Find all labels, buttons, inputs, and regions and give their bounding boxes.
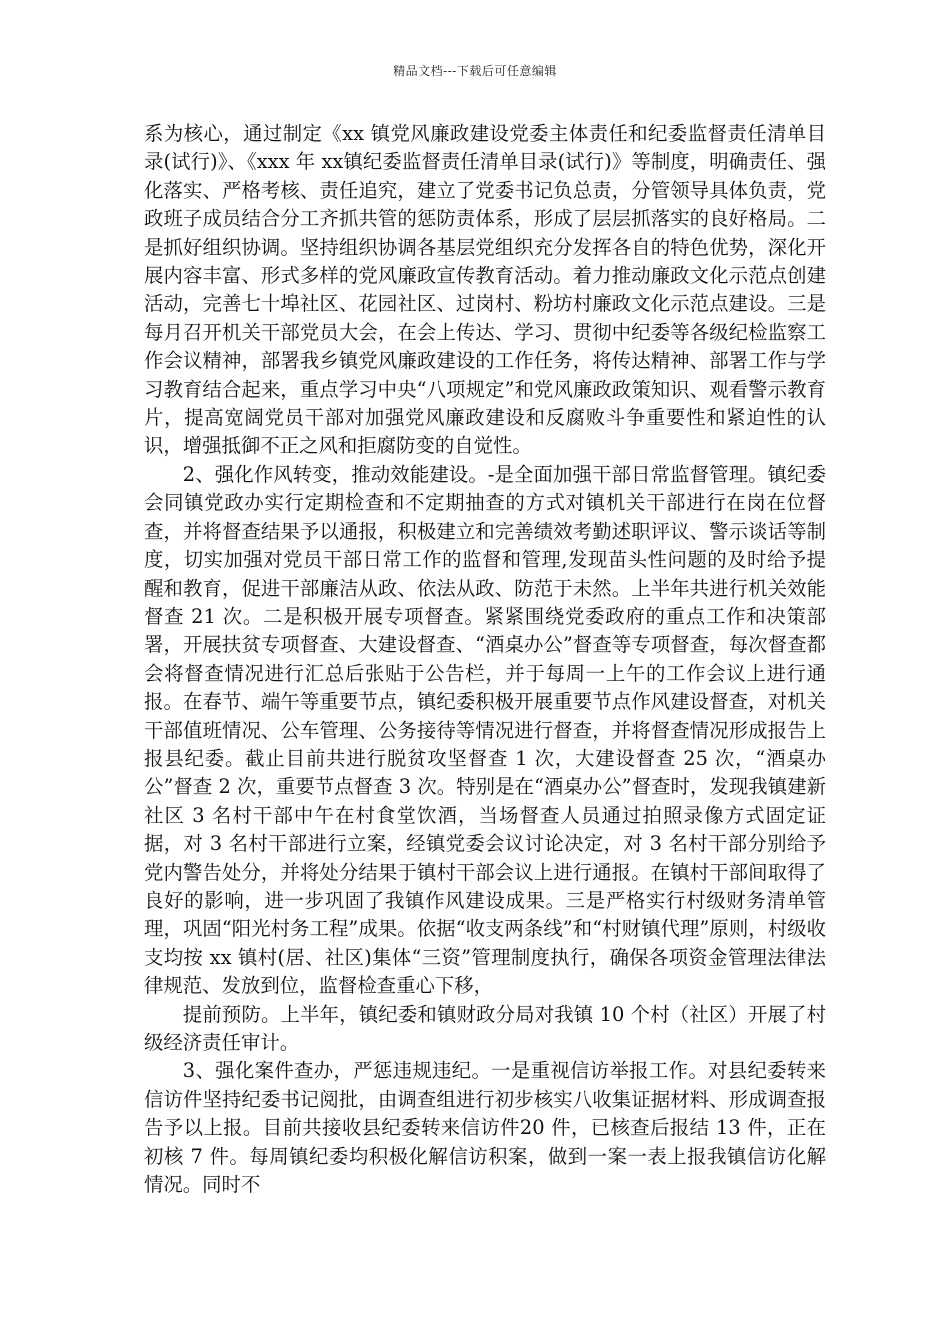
page-header: 精品文档---下载后可任意编辑: [393, 64, 557, 78]
document-body: [144, 120, 826, 1199]
paragraph-3: 提前预防。上半年，镇纪委和镇财政分局对我镇 10 个村（社区）开展了村级经济责任审计。: [144, 1002, 826, 1054]
paragraph-4: 3、强化案件查办，严惩违规违纪。一是重视信访举报工作。对县纪委转来信访件坚持纪委书记阅批，由调查组进行初步核实八收集证据材料、形成调查报告予以上报。目前共接收县纪委转来信访件20 件，已核查后报结 13 件，正在初核 7 件。每周镇纪委均积极化解信访积案，做到一案一表上报我镇信访化解情况。同时不: [144, 1059, 826, 1197]
paragraph-2: 2、强化作风转变，推动效能建设。-是全面加强干部日常监督管理。镇纪委会同镇党政办实行定期检查和不定期抽查的方式对镇机关干部进行在岗在位督查，并将督查结果予以通报，积极建立和完善绩效考勤述职评议、警示谈话等制度，切实加强对党员干部日常工作的监督和管理,发现苗头性问题的及时给予提醒和教育，促进干部廉洁从政、依法从政、防范于未然。上半年共进行机关效能督查 21 次。二是积极开展专项督查。紧紧围绕党委政府的重点工作和决策部署，开展扶贫专项督查、大建设督查、“酒桌办公”督查等专项督查，每次督查都会将督查情况进行汇总后张贴于公告栏，并于每周一上午的工作会议上进行通报。在春节、端午等重要节点，镇纪委积极开展重要节点作风建设督查，对机关干部值班情况、公车管理、公务接待等情况进行督查，并将督查情况形成报告上报县纪委。截止目前共进行脱贫攻坚督查 1 次，大建设督查 25 次，“酒桌办公”督查 2 次，重要节点督查 3 次。特别是在“酒桌办公”督查时，发现我镇建新社区 3 名村干部中午在村食堂饮酒，当场督查人员通过拍照录像方式固定证据，对 3 名村干部进行立案，经镇党委会议讨论决定，对 3 名村干部分别给予党内警告处分，并将处分结果于镇村干部会议上进行通报。在镇村干部间取得了良好的影响，进一步巩固了我镇作风建设成果。三是严格实行村级财务清单管理，巩固“阳光村务工程”成果。依据“收支两条线”和“村财镇代理”原则，村级收支均按 xx 镇村(居、社区)集体“三资”管理制度执行，确保各项资金管理法律法律规范、发放到位，监督检查重心下移，: [144, 462, 826, 998]
paragraph-1: 系为核心，通过制定《xx 镇党风廉政建设党委主体责任和纪委监督责任清单目录(试行)》、《xxx 年 xx镇纪委监督责任清单目录(试行)》等制度，明确责任、强化落实、严格考核、责任追究，建立了党委书记负总责，分管领导具体负责，党政班子成员结合分工齐抓共管的惩防责体系，形成了层层抓落实的良好格局。二是抓好组织协调。坚持组织协调各基层党组织充分发挥各自的特色优势，深化开展内容丰富、形式多样的党风廉政宣传教育活动。着力推动廉政文化示范点创建活动，完善七十埠社区、花园社区、过岗村、粉坊村廉政文化示范点建设。三是每月召开机关干部党员大会，在会上传达、学习、贯彻中纪委等各级纪检监察工作会议精神，部署我乡镇党风廉政建设的工作任务，将传达精神、部署工作与学习教育结合起来，重点学习中央“八项规定”和党风廉政政策知识、观看警示教育片，提高宽阔党员干部对加强党风廉政建设和反腐败斗争重要性和紧迫性的认识，增强抵御不正之风和拒腐防变的自觉性。: [144, 122, 826, 458]
